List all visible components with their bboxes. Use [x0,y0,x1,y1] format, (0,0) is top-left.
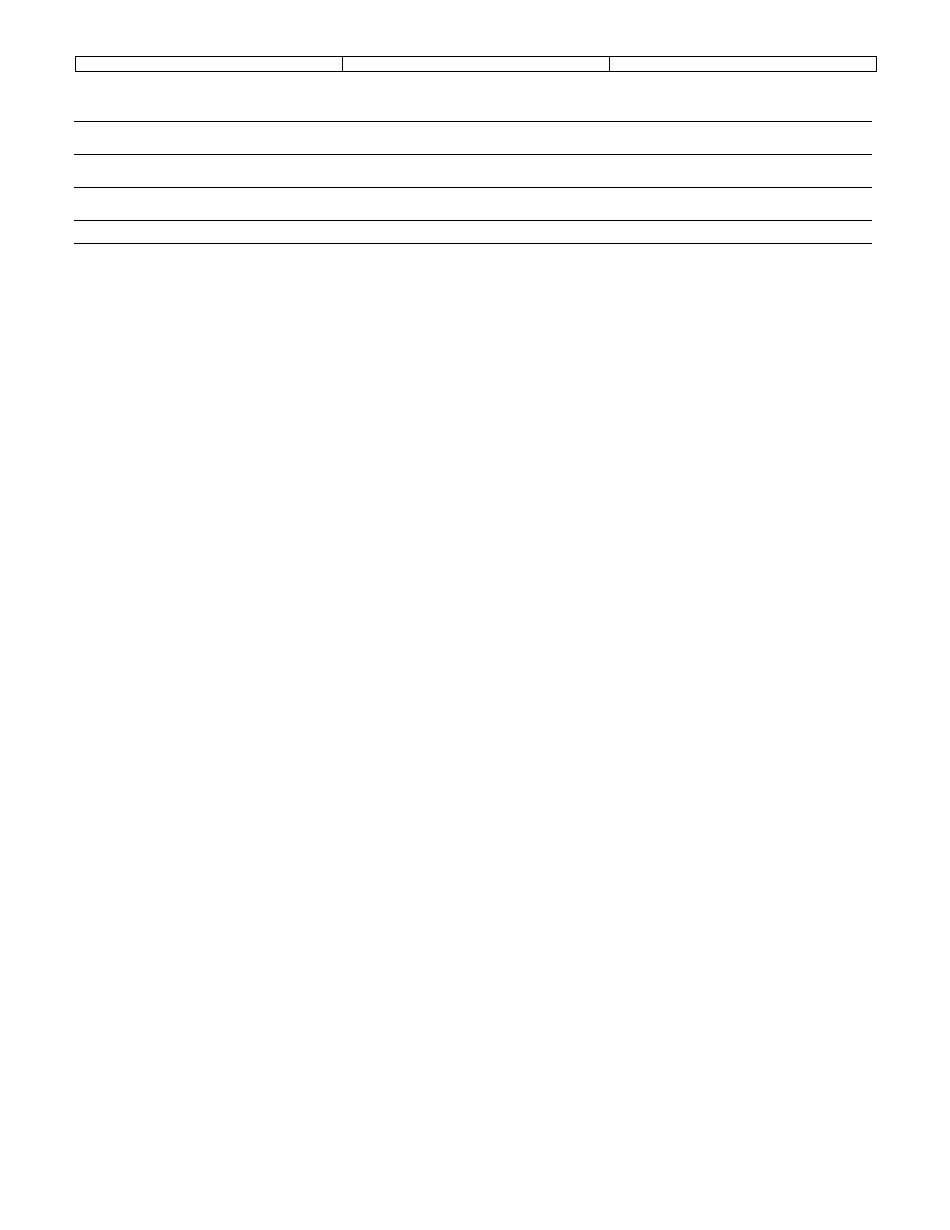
prorated-heading [74,154,872,187]
rent-form [74,121,872,244]
date-modified-label [609,57,876,71]
ssn-label [342,57,609,71]
type-of-rent-heading [74,187,872,220]
head-of-household-label [76,57,342,71]
income-based-heading [74,121,872,154]
type-of-rent-field [134,221,872,243]
type-of-rent-row [74,220,872,244]
header-fields [75,56,877,72]
line-number [74,221,134,243]
